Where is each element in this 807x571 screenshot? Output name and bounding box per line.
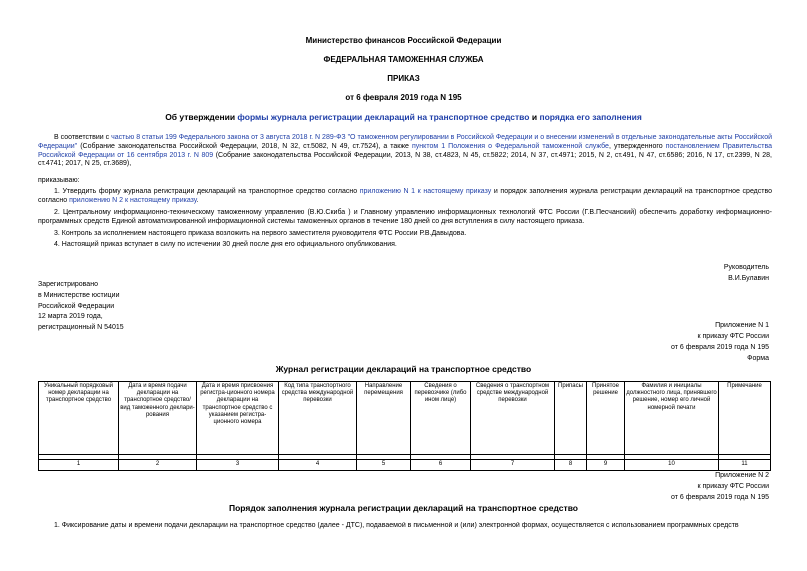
registration-line: Зарегистрировано — [38, 281, 98, 288]
appendix-2-ref: к приказу ФТС России — [697, 483, 769, 490]
title-mid: и — [529, 112, 540, 122]
item-2: 2. Центральному информационно-техническому таможенному управлению (В.Ю.Скиба ) и Главному управлению информационных технологий ФТС России (Г.В.Песчанский) обеспечить доработку информационно-программных средств Единой автоматизированной информационной системы таможенных органов в течение 180 дней со дня вступления в силу настоящего приказа. — [38, 209, 772, 225]
date-number-heading: от 6 февраля 2019 года N 195 — [345, 93, 462, 102]
appendix-1-date: от 6 февраля 2019 года N 195 — [671, 344, 769, 351]
registration-line: регистрационный N 54015 — [38, 324, 124, 331]
appendix-2-date: от 6 февраля 2019 года N 195 — [671, 494, 769, 501]
decree-link[interactable]: постановлением Правительства Российской Федерации от 16 сентября 2013 г. N 809 — [38, 142, 773, 159]
item-text: 1. Утвердить форму журнала регистрации деклараций на транспортное средство согласно — [54, 188, 360, 195]
table-header-cell: Припасы — [555, 382, 587, 455]
column-number: 1 — [39, 460, 119, 471]
item-4: 4. Настоящий приказ вступает в силу по истечении 30 дней после дня его официального опубликования. — [54, 241, 397, 248]
order-word: приказываю: — [38, 177, 80, 184]
table-header-cell: Сведения о транспортном средстве международной перевозки — [471, 382, 555, 455]
registration-line: 12 марта 2019 года, — [38, 313, 103, 321]
appendix-2-link[interactable]: приложению N 2 к настоящему приказу — [69, 196, 197, 204]
registration-block — [38, 281, 124, 333]
table-header-cell: Код типа транспортного средства международной перевозки — [279, 382, 357, 455]
appendix-2-label: Приложение N 2 — [715, 472, 769, 479]
form-label: Форма — [747, 355, 769, 362]
column-number: 8 — [555, 460, 587, 471]
table-header-cell: Примечание — [719, 382, 771, 455]
appendix-1-link[interactable]: приложению N 1 к настоящему приказу — [359, 188, 492, 195]
journal-title: Журнал регистрации деклараций на транспортное средство — [275, 364, 532, 374]
document-title — [0, 112, 807, 123]
journal-table — [38, 381, 771, 471]
ministry-heading: Министерство финансов Российской Федерации — [305, 36, 502, 45]
doc-type-heading: ПРИКАЗ — [387, 74, 420, 83]
column-number: 5 — [357, 460, 411, 471]
table-header-row — [39, 382, 771, 455]
table-header-cell: Принятое решение — [587, 382, 625, 455]
column-number: 10 — [625, 460, 719, 471]
item-text: . — [196, 196, 199, 204]
procedure-paragraph-1: 1. Фиксирование даты и времени подачи декларации на транспортное средство (далее - ДТС), подаваемой в письменной и (или) электронной формах, осуществляется с использованием программных средств — [54, 522, 739, 529]
column-number: 11 — [719, 460, 771, 471]
law-link[interactable]: частью 8 статьи 199 Федерального закона от 3 августа 2018 г. N 289-ФЗ "О таможенном регулировании в Российской Федерации и о внесении изменений в отдельные законодательные акты Российской Федерации" — [38, 134, 773, 150]
service-heading: ФЕДЕРАЛЬНАЯ ТАМОЖЕННАЯ СЛУЖБА — [323, 55, 484, 64]
column-number: 3 — [197, 460, 279, 471]
column-number: 2 — [119, 460, 197, 471]
table-header-cell: Направление перемещения — [357, 382, 411, 455]
table-header-cell: Дата и время подачи декларации на транспортное средство/вид таможенного деклари-рования — [119, 382, 197, 455]
preamble-text: (Собрание законодательства Российской Федерации, 2018, N 32, ст.5082, N 49, ст.7524), а также — [77, 142, 413, 150]
title-link-order[interactable]: порядка его заполнения — [539, 112, 642, 122]
column-number: 6 — [411, 460, 471, 471]
column-number: 9 — [587, 460, 625, 471]
appendix-1-label: Приложение N 1 — [715, 322, 769, 329]
preamble-paragraph — [38, 134, 772, 169]
preamble-text: (Собрание законодательства Российской Федерации, 2013, N 38, ст.4823, N 45, ст.5822; 2014, N 37, ст.4971; 2015, N 2, ст.491, N 47, ст.6586; 2016, N 17, ст.2399, N 28, ст.4741; 2017, N 25, ст.3689), — [38, 151, 772, 168]
regulation-link[interactable]: пунктом 1 Положения о Федеральной таможенной службе — [412, 142, 609, 150]
procedure-title: Порядок заполнения журнала регистрации деклараций на транспортное средство — [229, 503, 578, 513]
table-number-row — [39, 460, 771, 471]
title-link-form[interactable]: формы журнала регистрации деклараций на транспортное средство — [237, 112, 530, 122]
appendix-1-ref: к приказу ФТС России — [697, 333, 769, 340]
signature-position: Руководитель — [723, 264, 769, 271]
table-header-cell: Сведения о перевозчике (либо ином лице) — [411, 382, 471, 455]
signature-name: В.И.Булавин — [728, 275, 769, 282]
table-header-cell: Фамилия и инициалы должностного лица, принявшего решение, номер его личной номерной печати — [625, 382, 719, 455]
table-header-cell: Уникальный порядковый номер декларации на транспортное средство — [39, 382, 119, 455]
column-number: 4 — [279, 460, 357, 471]
item-3: 3. Контроль за исполнением настоящего приказа возложить на первого заместителя руководителя ФТС России Р.В.Давыдова. — [54, 230, 467, 237]
table-header-cell: Дата и время присвоения регистра-ционного номера декларации на транспортное средство с указанием регистра-ционного номера — [197, 382, 279, 455]
registration-line: Российской Федерации — [38, 302, 115, 310]
registration-line: в Министерстве юстиции — [38, 291, 120, 299]
preamble-text: , утвержденного — [608, 142, 666, 150]
title-prefix: Об утверждении — [165, 112, 238, 122]
item-text: и порядок заполнения журнала регистрации деклараций на транспортное средство согласно — [38, 188, 773, 204]
preamble-text: В соответствии с — [54, 134, 112, 141]
column-number: 7 — [471, 460, 555, 471]
item-1 — [38, 188, 772, 206]
